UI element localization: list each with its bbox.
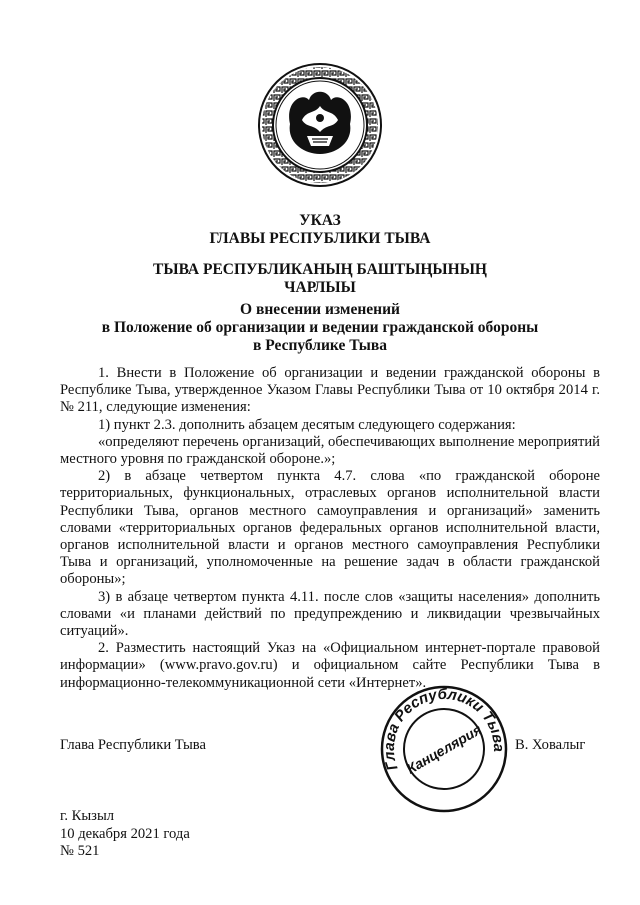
stamp-outer-text: Глава Республики Тыва (380, 685, 508, 773)
decree-place-date-number (60, 808, 190, 861)
paragraph-1-1-quote: «определяют перечень организаций, обеспечивающих выполнение мероприятий местного уровня по гражданской обороне.»; (60, 433, 600, 468)
decree-heading-tuvan: ТЫВА РЕСПУБЛИКАНЫҢ БАШТЫҢЫНЫҢ ЧАРЛЫЫ (153, 261, 487, 296)
city: г. Кызыл (60, 808, 115, 824)
paragraph-1-1: 1) пункт 2.3. дополнить абзацем десятым следующего содержания: (98, 416, 516, 433)
decree-number: № 521 (60, 843, 100, 859)
date: 10 декабря 2021 года (60, 825, 190, 842)
stamp-center-text: Канцелярия (403, 721, 485, 777)
decree-body (60, 365, 600, 692)
paragraph-1-3: 3) в абзаце четвертом пункта 4.11. после слов «защиты населения» дополнить словами «и планами действий по предупреждению и ликвидации чрезвычайных ситуаций». (60, 588, 600, 640)
signatory-position: Глава Республики Тыва (60, 737, 206, 753)
signatory-name: В. Ховалыг (515, 737, 586, 753)
decree-subject: О внесении изменений в Положение об организации и ведении гражданской обороны в Республике Тыва (101, 301, 539, 354)
decree-heading: УКАЗ ГЛАВЫ РЕСПУБЛИКИ ТЫВА (209, 212, 431, 247)
paragraph-1: 1. Внести в Положение об организации и ведении гражданской обороны в Республике Тыва, утвержденное Указом Главы Республики Тыва от 10 октября 2014 г. № 211, следующие изменения: (60, 365, 600, 416)
paragraph-2: 2. Разместить настоящий Указ на «Официальном интернет-портале правовой информации» (www.pravo.gov.ru) и официальном сайте Республики Тыва в информационно-телекоммуникационной сети «Интернет». (60, 640, 600, 691)
coat-of-arms-icon (257, 62, 383, 188)
paragraph-1-2: 2) в абзаце четвертом пункта 4.7. слова «по гражданской обороне территориальных, функциональных, отраслевых органов исполнительной власти Республики Тыва, органов местного самоуправления и организаций» заменить словами «территориальных органов федеральных органов исполнительной власти, органов исполнительной власти и органов местного самоуправления Республики Тыва и организаций, уполномоченные на решение задач в области гражданской обороны»; (60, 468, 600, 588)
office-stamp (378, 683, 510, 815)
